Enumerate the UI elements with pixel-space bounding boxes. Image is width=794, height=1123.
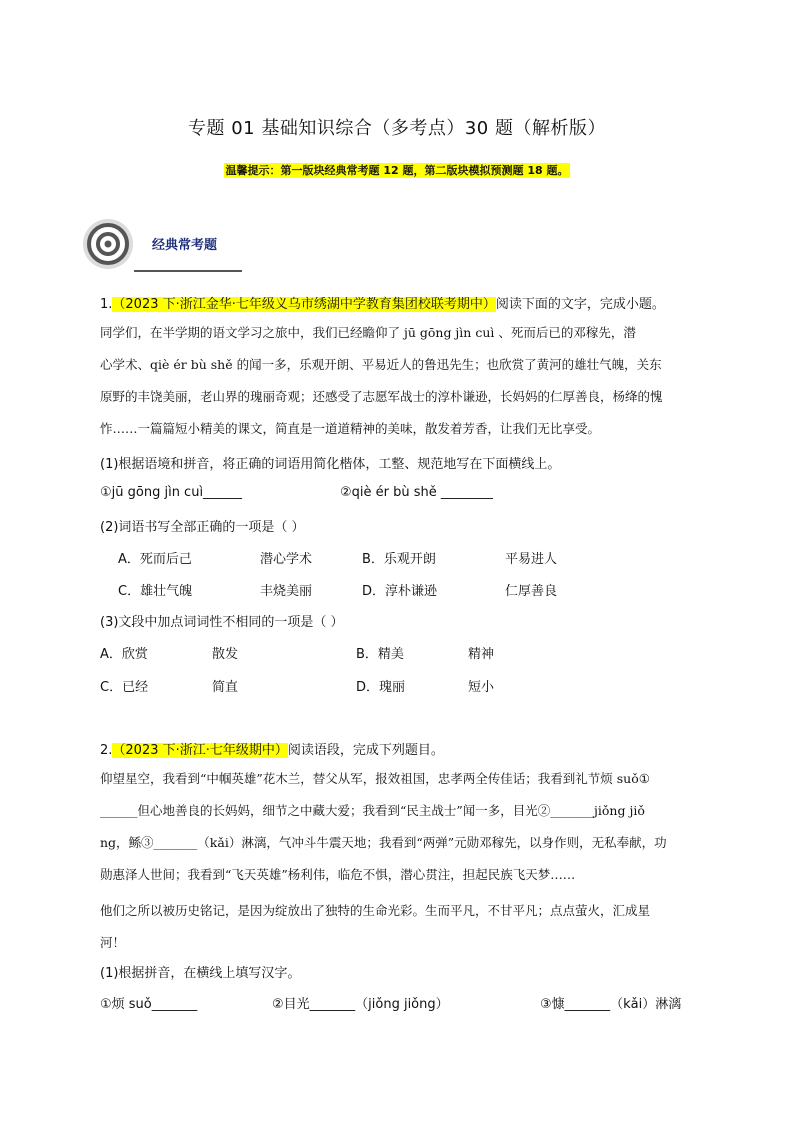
section-icon [82,218,134,270]
q1-sub2-option-b: B．乐观开朗 [362,552,436,567]
q1-sub2-option-a-word: 潜心学术 [260,552,313,567]
q1-sub1-blank-a: ①jū gōng jìn cuì______ [100,485,243,500]
q2-sub1-blank-b: ②目光_______（jiǒng jiǒng） [272,997,449,1012]
q2-passage-line-5: 他们之所以被历史铭记，是因为绽放出了独特的生命光彩。生而平凡，不甘平凡；点点萤火，汇成星 [100,903,651,918]
q1-passage-line-2: 心学术、qiè ér bù shě 的闻一多，乐观开朗、平易近人的鲁迅先生；也欣赏了黄河的雄壮气魄，关东 [100,357,662,372]
q2-passage-line-3: ng，鲧③_______（kǎi）淋漓，气冲斗牛震天地；我看到“两弹”元勋邓稼先，以身作则，无私奉献，功 [100,835,667,850]
q1-passage-line-3: 原野的丰饶美丽，老山界的瑰丽奇观；还感受了志愿军战士的淳朴谦逊，长妈妈的仁厚善良，杨绛的愧 [100,389,663,404]
question-instruction: 阅读语段，完成下列题目。 [287,743,444,758]
section-divider [134,270,242,272]
q1-passage-line-1: 同学们，在半学期的语文学习之旅中，我们已经瞻仰了 jū gōng jìn cuì 、死而后已的邓稼先，潜 [100,325,636,340]
q1-passage-line-4: 怍……一篇篇短小精美的课文，简直是一道道精神的美味，散发着芳香，让我们无比享受。 [100,421,601,436]
q2-passage-line-2: ______但心地善良的长妈妈，细节之中藏大爱；我看到“民主战士”闻一多，目光②_______jiǒng jiǒ [100,803,645,818]
question-number: 1. [100,297,113,312]
q2-passage-line-4: 勋惠泽人世间；我看到“飞天英雄”杨利伟，临危不惧，潜心贯注，担起民族飞天梦…… [100,867,576,882]
q1-sub3-option-a: A．欣赏 [100,647,148,662]
q2-passage-line-1: 仰望星空，我看到“中帼英雄”花木兰，替父从军，报效祖国，忠孝两全传佳话；我看到礼节烦 suǒ① [100,771,650,786]
tip-text: 温馨提示：第一版块经典常考题 12 题，第二版块模拟预测题 18 题。 [225,164,569,177]
q1-sub2-option-d: D．淳朴谦逊 [362,584,438,599]
question-1-header [100,293,665,312]
q1-sub3-option-d-word: 短小 [468,680,495,695]
q1-sub3-option-a-word: 散发 [212,647,239,662]
q1-sub1-prompt: (1)根据语境和拼音，将正确的词语用简化楷体，工整、规范地写在下面横线上。 [100,457,561,472]
question-source: （2023 下·浙江金华·七年级义乌市绣湖中学教育集团校联考期中） [112,297,496,312]
q2-sub1-blank-c: ③慷_______（kǎi）淋漓 [540,997,682,1012]
q1-sub3-option-c-word: 简直 [212,680,239,695]
q1-sub2-prompt: (2)词语书写全部正确的一项是（ ） [100,520,305,535]
q2-passage-line-6: 河！ [100,935,126,950]
question-number: 2. [100,743,113,758]
q1-sub1-blank-b: ②qiè ér bù shě ________ [340,485,493,500]
q1-sub2-option-b-word: 平易进人 [505,552,558,567]
tip-banner [0,162,794,178]
q1-sub3-prompt: (3)文段中加点词词性不相同的一项是（ ） [100,615,344,630]
question-2-header [100,739,444,758]
section-title: 经典常考题 [152,238,218,253]
q1-sub2-option-a: A．死而后己 [118,552,192,567]
question-source: （2023 下·浙江·七年级期中） [112,743,288,758]
q2-sub1-prompt: (1)根据拼音，在横线上填写汉字。 [100,966,301,981]
q1-sub3-option-b: B．精美 [356,647,404,662]
q2-sub1-blank-a: ①烦 suǒ_______ [100,997,198,1012]
q1-sub2-option-d-word: 仁厚善良 [505,584,558,599]
page-title: 专题 01 基础知识综合（多考点）30 题（解析版） [188,118,606,139]
question-instruction: 阅读下面的文字，完成小题。 [495,297,665,312]
q1-sub3-option-b-word: 精神 [468,647,495,662]
target-icon [82,218,134,270]
q1-sub3-option-c: C．已经 [100,680,149,695]
q1-sub2-option-c: C．雄壮气魄 [118,584,193,599]
q1-sub2-option-c-word: 丰烧美丽 [260,584,313,599]
q1-sub3-option-d: D．瑰丽 [356,680,406,695]
